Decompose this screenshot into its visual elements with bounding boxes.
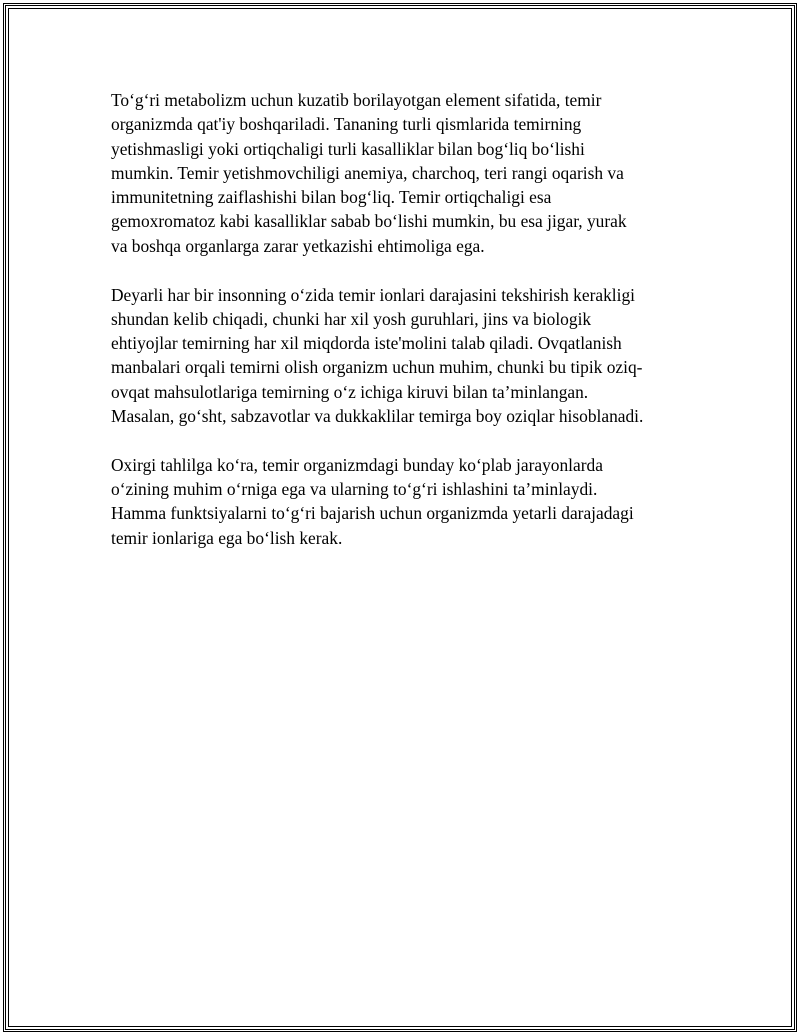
text-line: Masalan, go‘sht, sabzavotlar va dukkaklilar temirga boy oziqlar hisoblanadi. (111, 406, 644, 427)
text-line: To‘g‘ri metabolizm uchun kuzatib borilayotgan element sifatida, temir (111, 90, 602, 110)
text-line: manbalari orqali temirni olish organizm uchun muhim, chunki bu tipik oziq- (111, 357, 643, 378)
text-line: Oxirgi tahlilga ko‘ra, temir organizmdagi bunday ko‘plab jarayonlarda (111, 454, 603, 475)
text-line: organizmda qat'iy boshqariladi. Tananing turli qismlarida temirning (111, 114, 582, 135)
document-body (111, 88, 691, 575)
text-line: ovqat mahsulotlariga temirning o‘z ichiga kiruvi bilan ta’minlangan. (111, 381, 589, 402)
text-line: ehtiyojlar temirning har xil miqdorda iste'molini talab qiladi. Ovqatlanish (111, 333, 622, 354)
text-line: yetishmasligi yoki ortiqchaligi turli kasalliklar bilan bog‘liq bo‘lishi (111, 138, 585, 159)
text-line: temir ionlariga ega bo‘lish kerak. (111, 527, 343, 548)
text-line: Hamma funktsiyalarni to‘g‘ri bajarish uchun organizmda yetarli darajadagi (111, 503, 634, 524)
text-line: o‘zining muhim o‘rniga ega va ularning to‘g‘ri ishlashini ta’minlaydi. (111, 479, 598, 500)
text-line: immunitetning zaiflashishi bilan bog‘liq. Temir ortiqchaligi esa (111, 187, 552, 208)
text-line: mumkin. Temir yetishmovchiligi anemiya, charchoq, teri rangi oqarish va (111, 162, 624, 183)
text-line: shundan kelib chiqadi, chunki har xil yosh guruhlari, jins va biologik (111, 308, 592, 329)
text-line: va boshqa organlarga zarar yetkazishi ehtimoliga ega. (111, 235, 485, 256)
paragraph-2 (111, 283, 691, 429)
text-line: Deyarli har bir insonning o‘zida temir ionlari darajasini tekshirish kerakligi (111, 284, 635, 305)
text-line: gemoxromatoz kabi kasalliklar sabab bo‘lishi mumkin, bu esa jigar, yurak (111, 211, 627, 232)
paragraph-1 (111, 88, 691, 258)
paragraph-3 (111, 453, 691, 550)
